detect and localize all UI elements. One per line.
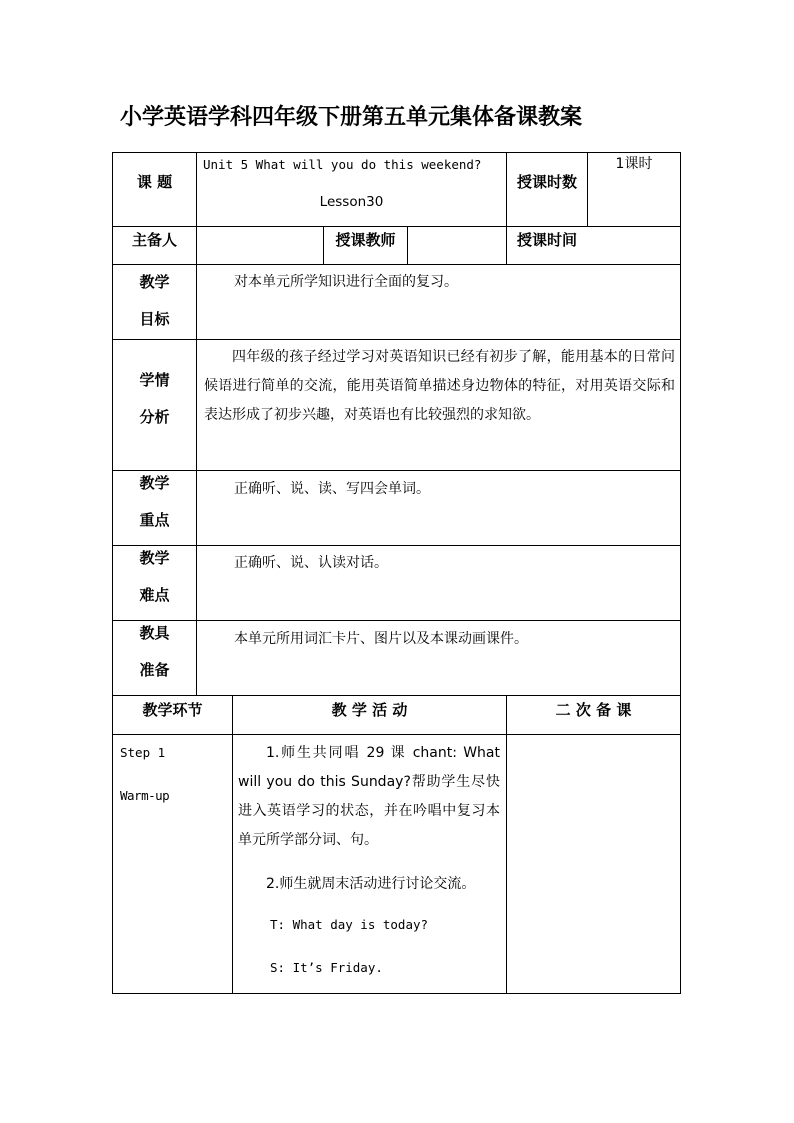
analysis-label-bottom: 分析 [139,408,170,426]
period-value: 1课时 [615,156,653,172]
difficulties-label-top: 教学 [139,549,170,567]
goal-label [113,264,196,338]
analysis-content: 四年级的孩子经过学习对英语知识已经有初步了解，能用基本的日常问候语进行简单的交流，能用英语简单描述身边物体的特征，对用英语交际和表达形成了初步兴趣，对英语也有比较强烈的求知欲。 [204,349,675,423]
materials-label [113,615,196,689]
time-label: 授课时间 [516,231,577,249]
key-points-label-bottom: 重点 [139,511,170,529]
difficulties-label-bottom: 难点 [139,586,170,604]
dialog-student: S: It’s Friday. [270,960,383,975]
step-sub: Warm-up [120,788,170,803]
topic-line-1: Unit 5 What will you do this weekend? [203,157,482,172]
activity-item-1: 1.师生共同唱 29 课 chant: What will you do this Sunday?帮助学生尽快进入英语学习的状态，并在吟唱中复习本单元所学部分词、句。 [238,745,500,848]
col-step-header: 教学环节 [142,701,203,719]
goal-content: 对本单元所学知识进行全面的复习。 [234,274,458,290]
col-revision-header: 二 次 备 课 [555,701,632,719]
col-activity-header: 教 学 活 动 [331,701,408,719]
key-points-content: 正确听、说、读、写四会单词。 [234,481,430,497]
analysis-label [113,362,196,436]
goal-label-bottom: 目标 [139,310,170,328]
topic-line-2: Lesson30 [319,194,384,210]
materials-label-bottom: 准备 [139,661,170,679]
planner-label: 主备人 [131,231,177,249]
key-points-label [113,465,196,539]
teacher-label: 授课教师 [335,231,396,249]
goal-label-top: 教学 [139,273,170,291]
materials-content: 本单元所用词汇卡片、图片以及本课动画课件。 [234,631,528,647]
activity-item-2: 2.师生就周末活动进行讨论交流。 [266,876,476,892]
dialog-teacher: T: What day is today? [270,917,429,932]
key-points-label-top: 教学 [139,474,170,492]
document-title: 小学英语学科四年级下册第五单元集体备课教案 [120,105,583,130]
difficulties-content: 正确听、说、认读对话。 [234,555,388,571]
materials-label-top: 教具 [139,624,170,642]
period-label: 授课时数 [516,173,577,191]
topic-label: 课 题 [136,173,173,191]
difficulties-label [113,540,196,614]
analysis-label-top: 学情 [139,371,170,389]
step-name: Step 1 [120,745,166,760]
